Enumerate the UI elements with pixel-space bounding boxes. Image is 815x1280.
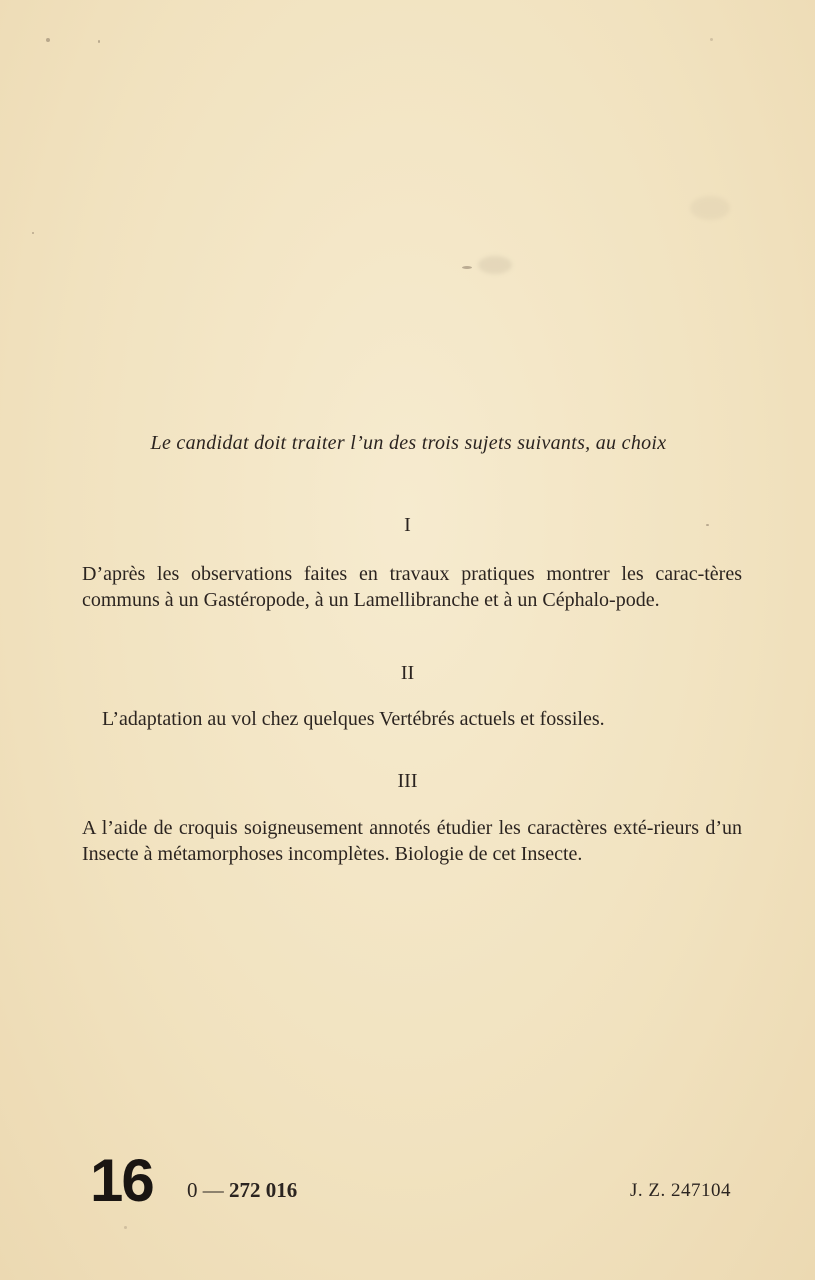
ink-speck bbox=[46, 38, 50, 42]
subject-3-numeral: III bbox=[397, 770, 418, 792]
ink-speck bbox=[710, 38, 713, 41]
instruction-text: Le candidat doit traiter l’un des trois sujets suivants, au choix bbox=[150, 432, 667, 454]
reference-value: 272 016 bbox=[229, 1178, 298, 1202]
paper-smudge bbox=[690, 196, 730, 220]
ink-speck bbox=[124, 1226, 127, 1229]
reference-number bbox=[187, 1178, 297, 1203]
paper-smudge bbox=[478, 256, 512, 274]
subject-1-numeral: I bbox=[404, 514, 411, 536]
subject-3-text: A l’aide de croquis soigneusement annotés étudier les caractères exté-rieurs d’un Insecte à métamorphoses incomplètes. Biologie de cet Insecte. bbox=[82, 817, 742, 865]
reference-prefix: 0 — bbox=[187, 1178, 224, 1202]
ink-speck bbox=[32, 232, 34, 234]
subject-code: 16 bbox=[90, 1147, 153, 1214]
ink-speck bbox=[98, 40, 100, 43]
subject-1-text: D’après les observations faites en travaux pratiques montrer les carac-tères communs à un Gastéropode, à un Lamellibranche et à un Céphalo-pode. bbox=[82, 563, 742, 611]
subject-2-numeral: II bbox=[400, 662, 415, 684]
ink-speck bbox=[462, 266, 472, 269]
printer-mark: J. Z. 247104 bbox=[630, 1180, 731, 1201]
subject-2-text: L’adaptation au vol chez quelques Vertébrés actuels et fossiles. bbox=[102, 708, 605, 730]
